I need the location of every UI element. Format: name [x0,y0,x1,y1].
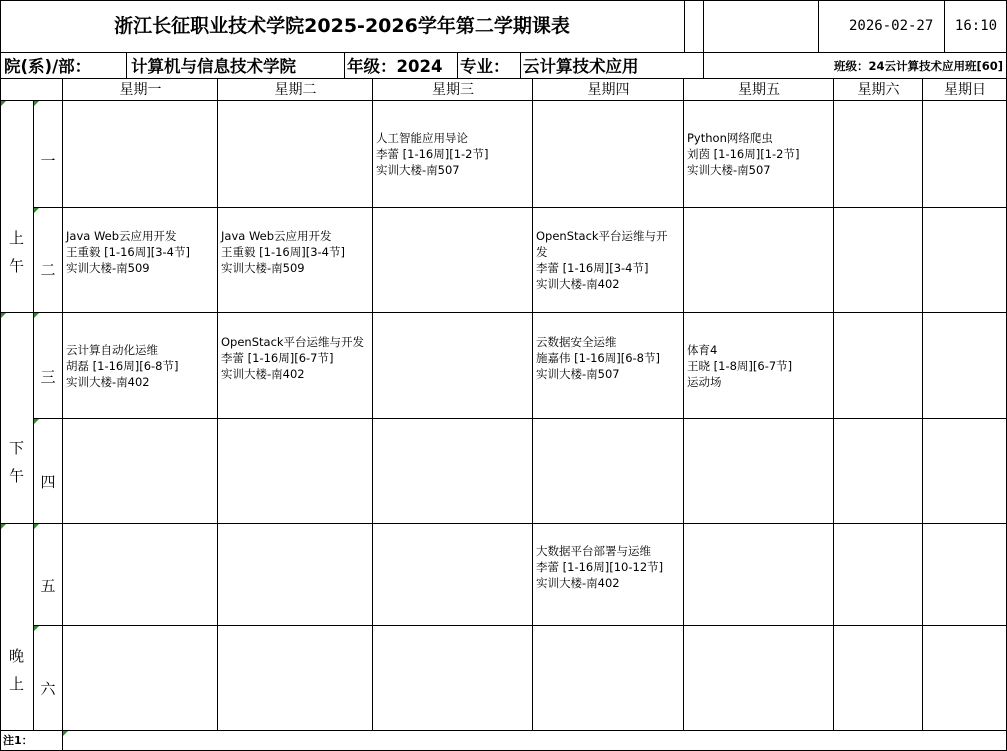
grid-line [33,100,34,730]
grid-line [684,0,685,52]
course-name: 人工智能应用导论 [376,131,468,145]
course-cell-r2-mon[interactable] [64,228,214,276]
cell-marker [34,626,39,631]
section-afternoon-char-2: 午 [8,467,24,485]
grid-line [683,78,684,730]
course-name: Python网络爬虫 [687,131,773,145]
day-header-tue: 星期二 [274,82,317,98]
period-4: 四 [40,473,56,491]
cell-marker [34,419,39,424]
course-teacher-weeks: 胡磊 [1-16周][6-8节] [66,359,179,373]
major-label: 专业： [460,57,510,76]
grid-line [944,0,945,52]
footer-note: 注1： [3,734,33,747]
course-room: 实训大楼-南509 [221,261,305,275]
class-label: 班级：24云计算技术应用班[60] [833,59,1003,73]
grid-line [0,0,1007,1]
course-teacher-weeks: 李蕾 [1-16周][1-2节] [376,147,489,161]
section-afternoon-char-1: 下 [8,439,24,457]
dept-value: 计算机与信息技术学院 [131,57,296,76]
section-evening-char-2: 上 [8,675,24,693]
course-name: 大数据平台部署与运维 [536,544,651,558]
period-1: 一 [40,152,56,170]
grid-line [344,52,345,78]
course-teacher-weeks: 李蕾 [1-16周][3-4节] [536,261,649,275]
course-cell-r2-tue[interactable] [219,228,369,276]
grid-line [703,52,704,78]
grid-line [217,78,218,730]
grid-line [703,0,704,52]
grid-line [0,730,1007,731]
grid-line [33,207,1007,208]
course-teacher-weeks: 王重毅 [1-16周][3-4节] [221,245,345,259]
course-room: 实训大楼-南507 [687,163,771,177]
course-cell-r2-thu[interactable] [534,228,679,292]
course-room: 实训大楼-南402 [66,375,150,389]
course-teacher-weeks: 王晓 [1-8周][6-7节] [687,359,793,373]
major-value: 云计算技术应用 [523,57,639,76]
period-6: 六 [40,680,56,698]
course-cell-r3-fri[interactable] [685,342,833,390]
grid-line [532,78,533,730]
cell-marker [63,731,68,736]
course-cell-r1-wed[interactable] [374,130,532,178]
cell-marker [1,313,6,318]
section-afternoon [0,420,33,520]
course-cell-r5-thu[interactable] [534,543,679,591]
grid-line [457,52,458,78]
course-cell-r1-fri[interactable] [685,130,833,178]
day-header-fri: 星期五 [738,82,780,98]
dept-label: 院(系)/部： [4,57,92,76]
course-teacher-weeks: 李蕾 [1-16周][6-7节] [221,351,334,365]
grade-label: 年级：2024 [347,57,443,76]
day-header-wed: 星期三 [432,82,474,98]
course-cell-r3-tue[interactable] [219,334,371,382]
print-time: 16:10 [954,18,998,34]
grid-line [833,78,834,730]
grid-line [0,78,1007,79]
course-teacher-weeks: 李蕾 [1-16周][10-12节] [536,560,664,574]
course-room: 实训大楼-南402 [536,277,620,291]
print-date: 2026-02-27 [849,18,934,34]
course-name: 体育4 [687,343,718,357]
day-header-mon: 星期一 [119,82,162,98]
course-room: 实训大楼-南402 [536,576,620,590]
period-5: 五 [40,577,56,595]
course-name: 云计算自动化运维 [66,343,158,357]
grid-line [62,78,63,751]
course-room: 实训大楼-南509 [66,261,150,275]
grid-line [33,625,1007,626]
grid-line [0,312,1007,313]
grid-line [372,78,373,730]
course-teacher-weeks: 刘茵 [1-16周][1-2节] [687,147,800,161]
page-title: 浙江长征职业技术学院2025-2026学年第二学期课表 [114,15,570,37]
section-evening [0,642,33,722]
course-room: 实训大楼-南402 [221,367,305,381]
day-header-sat: 星期六 [857,82,900,98]
cell-marker [1,524,6,529]
course-name: 云数据安全运维 [536,335,617,349]
grid-line [0,52,1007,53]
course-room: 实训大楼-南507 [536,367,620,381]
grid-line [520,52,521,78]
section-evening-char-1: 晚 [8,647,24,665]
course-cell-r3-mon[interactable] [64,342,214,390]
period-2: 二 [40,261,56,279]
day-header-thu: 星期四 [587,82,630,98]
day-header-sun: 星期日 [944,82,986,98]
course-name: Java Web云应用开发 [66,229,177,243]
course-teacher-weeks: 施嘉伟 [1-16周][6-8节] [536,351,660,365]
grid-line [818,0,819,52]
grid-line [0,100,1007,101]
cell-marker [34,208,39,213]
section-morning-char-2: 午 [8,257,24,275]
cell-marker [34,524,39,529]
cell-marker [34,313,39,318]
period-3: 三 [40,368,56,386]
course-name: Java Web云应用开发 [221,229,332,243]
grid-line [0,523,1007,524]
course-teacher-weeks: 王重毅 [1-16周][3-4节] [66,245,190,259]
grid-line [126,52,127,78]
course-name: OpenStack平台运维与开发 [221,335,365,349]
cell-marker [34,101,39,106]
course-room: 实训大楼-南507 [376,163,460,177]
course-cell-r3-thu[interactable] [534,334,679,382]
course-name: OpenStack平台运维与开发 [536,229,668,259]
course-room: 运动场 [687,375,722,389]
section-morning-char-1: 上 [8,229,24,247]
cell-marker [1,101,6,106]
grid-line [0,0,1,751]
grid-line [33,418,1007,419]
section-morning [0,208,33,308]
grid-line [922,78,923,730]
